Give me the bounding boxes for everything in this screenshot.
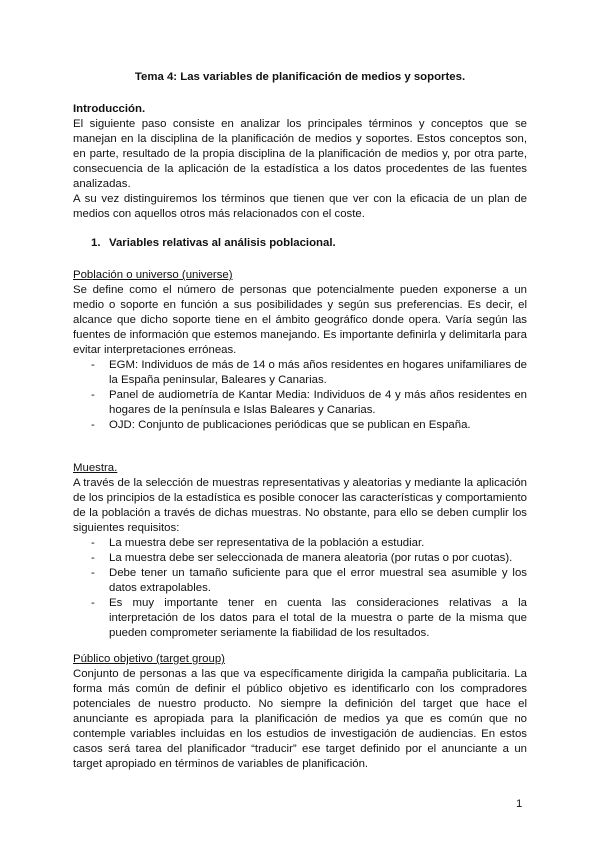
- publico-heading: Público objetivo (target group): [73, 653, 225, 665]
- list-item: - La muestra debe ser seleccionada de manera aleatoria (por rutas o por cuotas).: [91, 552, 513, 564]
- section-1-title: Variables relativas al análisis poblacional.: [109, 237, 336, 249]
- intro-heading: Introducción.: [73, 103, 146, 115]
- list-item: - Debe tener un tamaño suficiente para que el error muestral sea asumible y los datos extrapolables.: [91, 567, 527, 594]
- document-title: Tema 4: Las variables de planificación de medios y soportes.: [134, 71, 466, 83]
- intro-paragraph-2: A su vez distinguiremos los términos que tienen que ver con la eficacia de un plan de medios con aquellos otros más relacionados con el coste.: [73, 193, 527, 220]
- intro-paragraph-1: El siguiente paso consiste en analizar los principales términos y conceptos que se manejan en la disciplina de la planificación de medios y soportes. Estos conceptos son, en parte, resultado de la propia disciplina de la planificación de medios y, por otra parte, consecuencia de la aplicación de la estadística a los datos procedentes de las fuentes analizadas.: [73, 118, 527, 190]
- page-number: 1: [516, 798, 523, 810]
- muestra-text: A través de la selección de muestras representativas y aleatorias y mediante la aplicación de los principios de la estadística es posible conocer las características y comportamiento de la población a través de dichas muestras. No obstante, para ello se deben cumplir los siguientes requisitos:: [73, 477, 527, 534]
- list-item: - EGM: Individuos de más de 14 o más años residentes en hogares unifamiliares de la España peninsular, Baleares y Canarias.: [91, 359, 527, 386]
- poblacion-heading: Población o universo (universe): [73, 269, 233, 281]
- muestra-heading: Muestra.: [73, 462, 118, 474]
- list-item: - Panel de audiometría de Kantar Media: Individuos de 4 y más años residentes en hogares de la península e Islas Baleares y Canarias.: [91, 389, 527, 416]
- section-1-heading: [73, 236, 527, 251]
- publico-text: Conjunto de personas a las que va específicamente dirigida la campaña publicitaria. La forma más común de definir el público objetivo es identificarlo con los compradores potenciales de nuestro producto. No siempre la definición del target que hace el anunciante es apropiada para la planificación de medios ya que es común que no contemple variables incluidas en los estudios de investigación de audiencias. En estos casos será tarea del planificador “traducir” ese target definido por el anunciante a un target apropiado en términos de variables de planificación.: [73, 668, 527, 770]
- list-item: - La muestra debe ser representativa de la población a estudiar.: [91, 537, 425, 549]
- poblacion-list: [73, 358, 527, 433]
- section-1-number: 1.: [91, 237, 101, 249]
- list-item: - OJD: Conjunto de publicaciones periódicas que se publican en España.: [91, 419, 471, 431]
- list-item: - Es muy importante tener en cuenta las consideraciones relativas a la interpretación de los datos para el total de la muestra o parte de la misma que pueden comprometer seriamente la fiabilidad de los resultados.: [91, 597, 527, 639]
- poblacion-text: Se define como el número de personas que potencialmente pueden exponerse a un medio o soporte en función a sus posibilidades y según sus preferencias. Es decir, el alcance que dicho soporte tiene en el ámbito geográfico donde opera. Varía según las fuentes de información que estemos manejando. Es importante definirla y delimitarla para evitar interpretaciones erróneas.: [73, 284, 527, 356]
- muestra-list: [73, 536, 527, 641]
- document-page: [73, 70, 527, 772]
